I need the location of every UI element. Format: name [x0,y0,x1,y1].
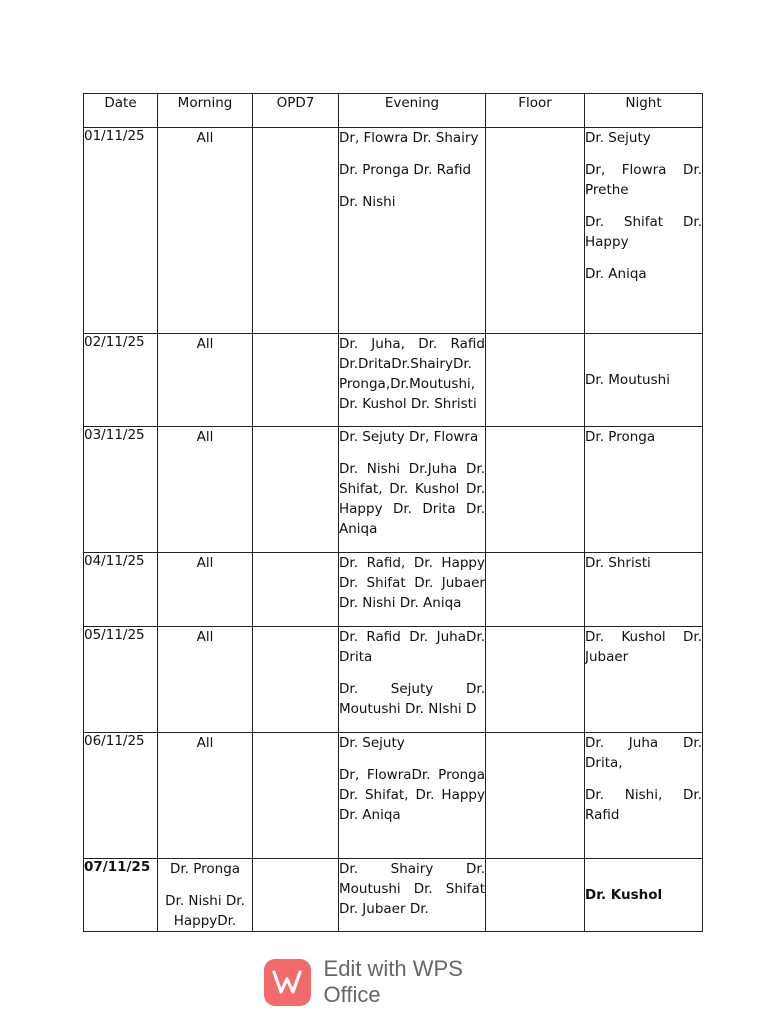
cell-floor [486,427,585,553]
cell-date: 06/11/25 [84,733,158,859]
cell-night [585,334,703,427]
cell-morning [158,427,253,553]
evening-entry: Dr. Nishi Dr.Juha Dr. Shifat, Dr. Kushol Dr. Happy Dr. Drita Dr. Aniqa [339,461,485,537]
morning-entry: All [196,130,214,146]
night-entry: Dr. Nishi, Dr. Rafid [585,787,702,823]
night-entry: Dr. Aniqa [585,266,647,282]
night-entry: Dr. Shifat Dr. Happy [585,214,702,250]
cell-morning [158,733,253,859]
table-row [84,733,703,859]
cell-date: 07/11/25 [84,859,158,932]
cell-opd7 [253,553,339,627]
night-entry: Dr. Sejuty [585,130,651,146]
morning-entry: All [196,629,214,645]
table-row [84,627,703,733]
evening-entry: Dr. Rafid, Dr. Happy Dr. Shifat Dr. Jubaer Dr. Nishi Dr. Aniqa [339,555,485,611]
evening-entry: Dr. Juha, Dr. Rafid Dr.DritaDr.ShairyDr. Pronga,Dr.Moutushi, Dr. Kushol Dr. Shristi [339,336,485,412]
header-morning: Morning [158,94,253,128]
morning-entry: All [196,735,214,751]
cell-morning [158,859,253,932]
night-entry: Dr. Pronga [585,429,656,445]
header-date: Date [84,94,158,128]
cell-date: 01/11/25 [84,128,158,334]
cell-floor [486,128,585,334]
cell-floor [486,859,585,932]
cell-night [585,859,703,932]
header-night: Night [585,94,703,128]
night-entry: Dr. Moutushi [585,372,670,388]
header-floor: Floor [486,94,585,128]
cell-opd7 [253,859,339,932]
night-entry: Dr. Shristi [585,555,651,571]
morning-entry: All [196,429,214,445]
night-entry: Dr, Flowra Dr. Prethe [585,162,702,198]
cell-evening [339,427,486,553]
table-row [84,859,703,932]
evening-entry: Dr. Sejuty Dr. Moutushi Dr. NIshi D [339,681,485,717]
cell-morning [158,627,253,733]
header-evening: Evening [339,94,486,128]
duty-roster-table [83,93,703,932]
cell-opd7 [253,427,339,553]
cell-morning [158,553,253,627]
morning-entry: Dr. Nishi Dr. HappyDr. [165,893,245,929]
cell-opd7 [253,334,339,427]
cell-floor [486,733,585,859]
evening-entry: Dr, Flowra Dr. Shairy [339,130,479,146]
cell-opd7 [253,128,339,334]
cell-evening [339,859,486,932]
cell-night [585,733,703,859]
wps-logo-icon [264,959,311,1006]
table-row [84,334,703,427]
table-row [84,128,703,334]
morning-entry: Dr. Pronga [169,861,241,877]
cell-date: 05/11/25 [84,627,158,733]
cell-opd7 [253,627,339,733]
wps-edit-label: Edit with WPS Office [323,956,463,1007]
cell-evening [339,627,486,733]
night-entry: Dr. Juha Dr. Drita, [585,735,702,771]
morning-entry: All [196,336,214,352]
cell-date: 02/11/25 [84,334,158,427]
cell-evening [339,553,486,627]
evening-entry: Dr. Sejuty Dr, Flowra [339,429,479,445]
evening-entry: Dr. Sejuty [339,735,405,751]
cell-floor [486,334,585,427]
table-row [84,553,703,627]
night-entry: Dr. Kushol [585,887,663,903]
cell-floor [486,627,585,733]
cell-evening [339,334,486,427]
cell-morning [158,334,253,427]
wps-edit-banner[interactable] [264,957,524,1007]
evening-entry: Dr, FlowraDr. Pronga Dr. Shifat, Dr. Happy Dr. Aniqa [339,767,485,823]
table-header-row [84,94,703,128]
cell-date: 03/11/25 [84,427,158,553]
cell-evening [339,733,486,859]
cell-floor [486,553,585,627]
header-opd7: OPD7 [253,94,339,128]
cell-opd7 [253,733,339,859]
evening-entry: Dr. Rafid Dr. JuhaDr. Drita [339,629,485,665]
cell-night [585,627,703,733]
evening-entry: Dr. Pronga Dr. Rafid [339,162,472,178]
evening-entry: Dr. Shairy Dr. Moutushi Dr. Shifat Dr. Jubaer Dr. [339,861,485,917]
cell-night [585,427,703,553]
cell-morning [158,128,253,334]
cell-night [585,553,703,627]
cell-date: 04/11/25 [84,553,158,627]
cell-night [585,128,703,334]
night-entry: Dr. Kushol Dr. Jubaer [585,629,702,665]
table-row [84,427,703,553]
morning-entry: All [196,555,214,571]
evening-entry: Dr. Nishi [339,194,396,210]
cell-evening [339,128,486,334]
